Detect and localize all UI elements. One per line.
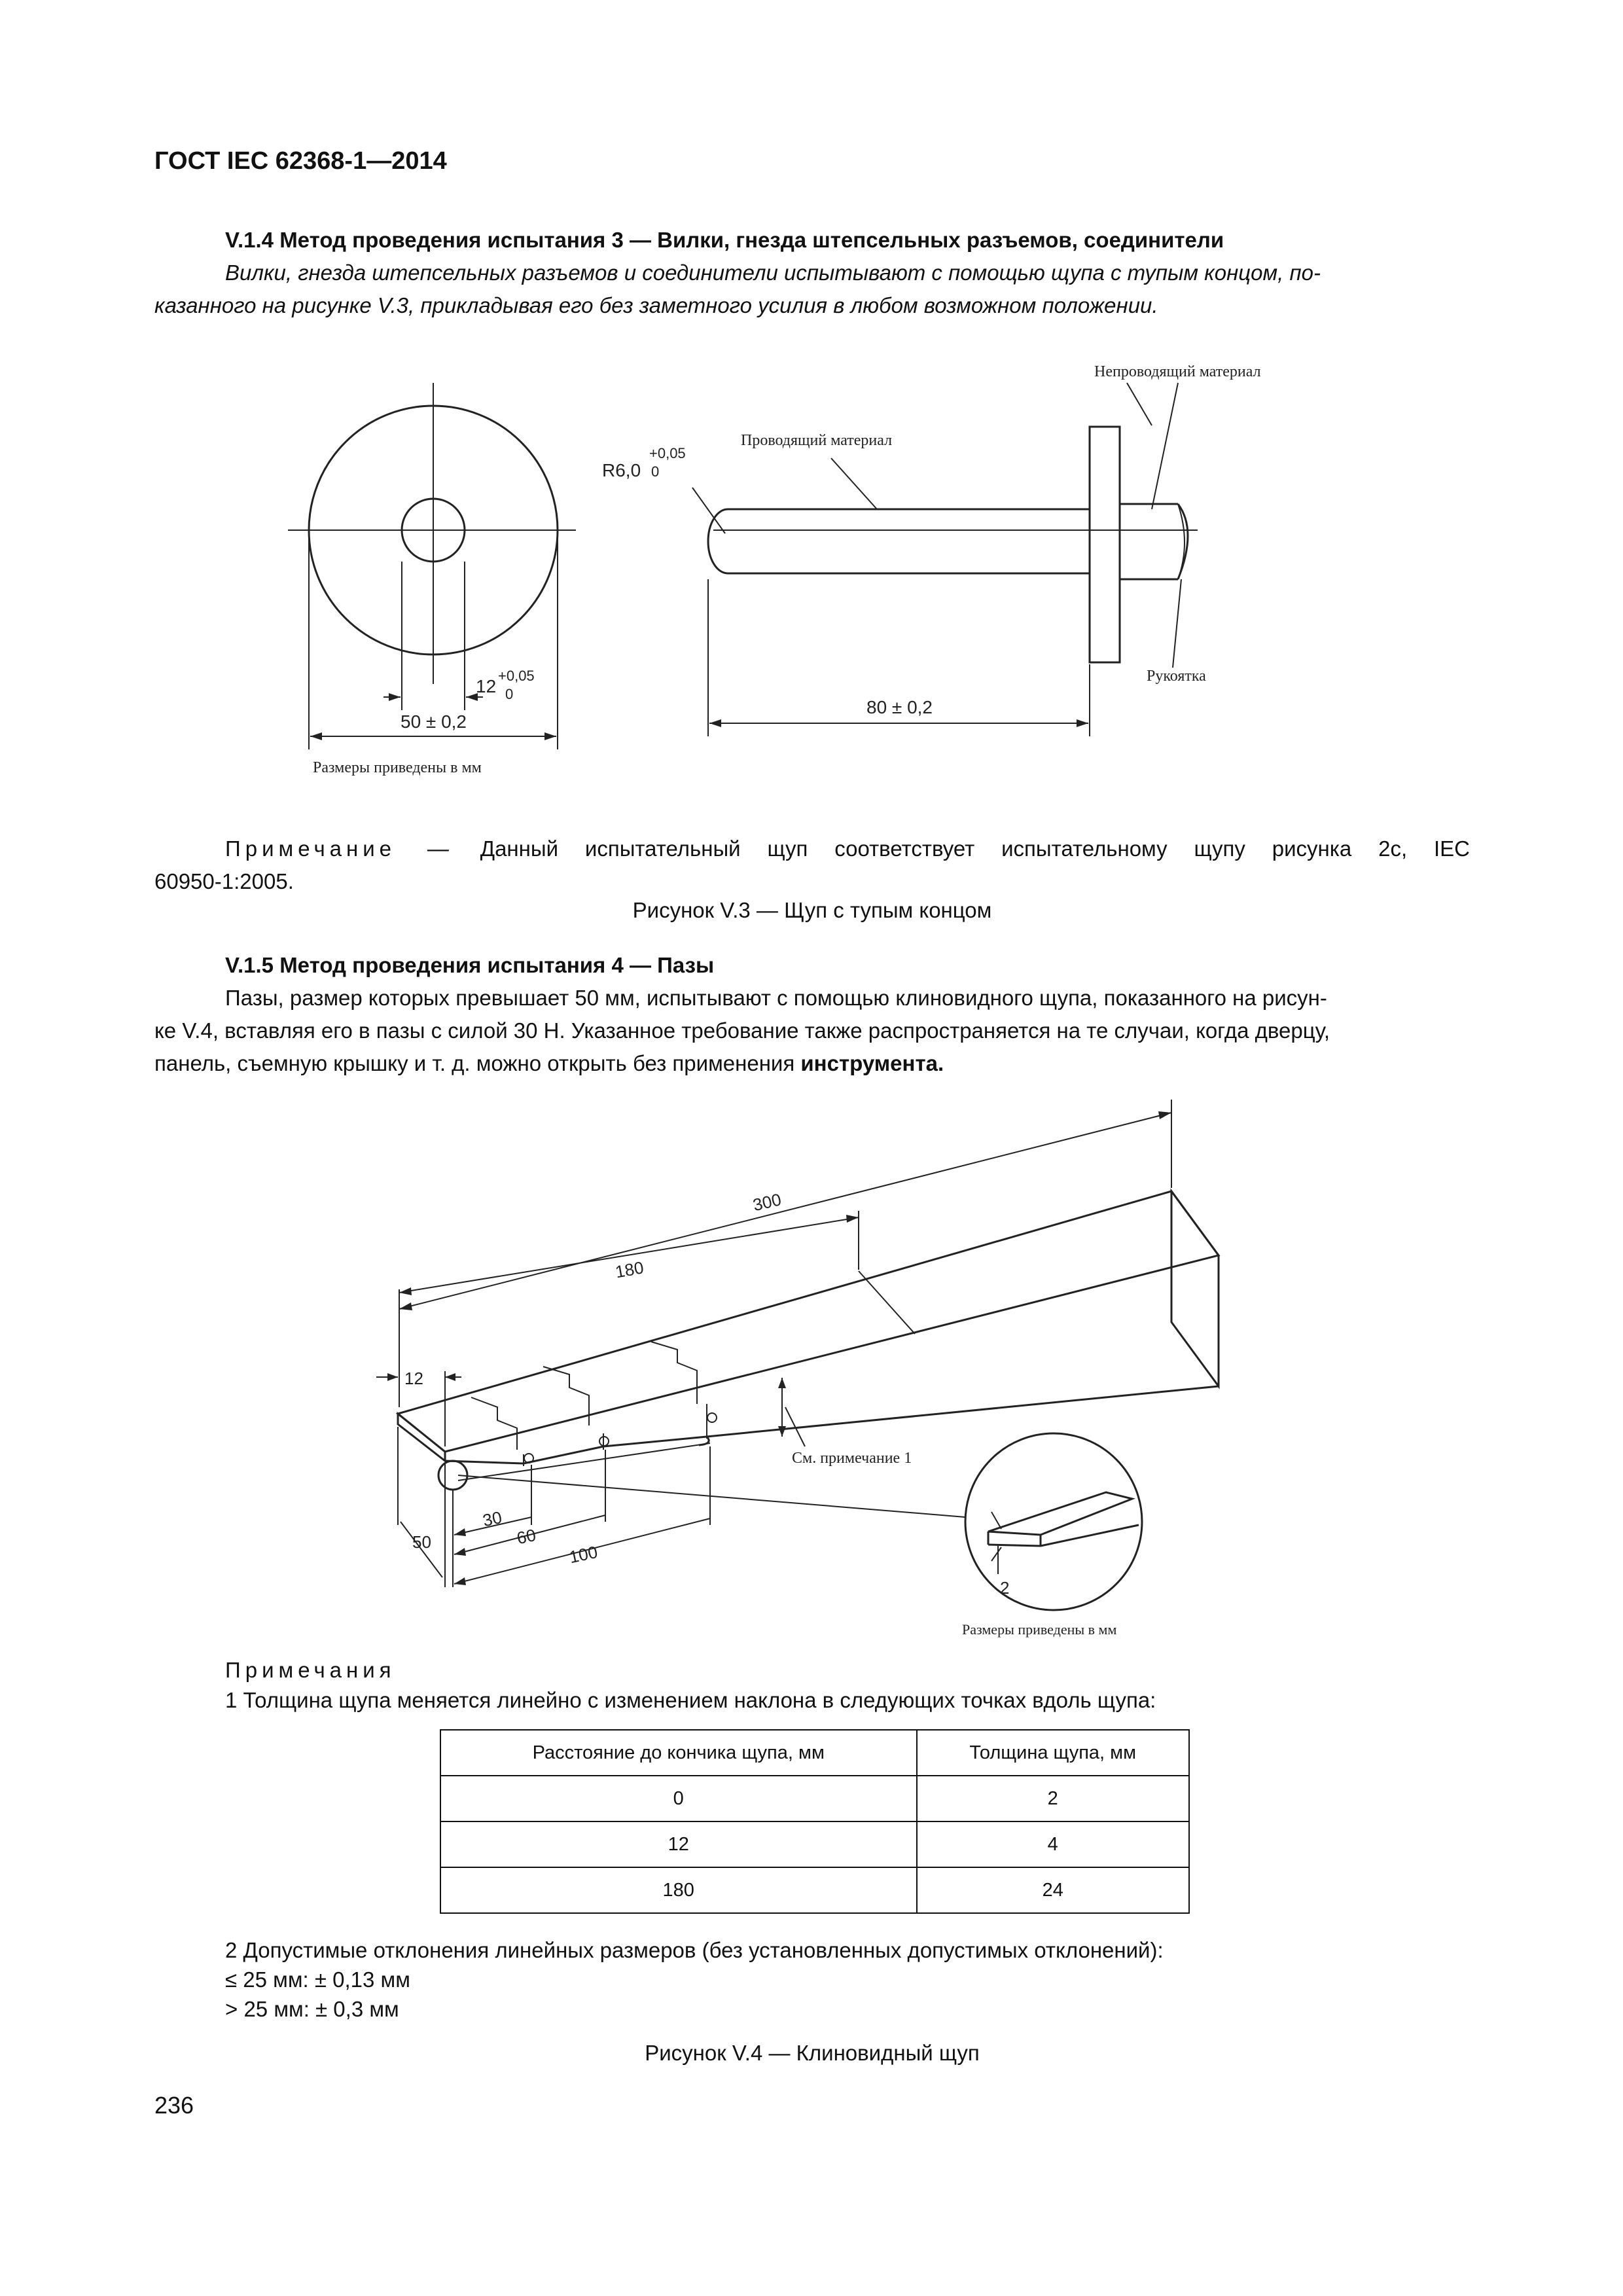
units-note-v4: Размеры приведены в мм — [962, 1621, 1117, 1638]
caption-v3: Рисунок V.3 — Щуп с тупым концом — [632, 898, 992, 922]
dim-50: 50 ± 0,2 — [401, 711, 467, 732]
section-text-v14-line2: казанного на рисунке V.3, прикладывая его без заметного усилия в любом возможном положении. — [154, 293, 1158, 317]
section-text-v15-line1: Пазы, размер которых превышает 50 мм, испытывают с помощью клиновидного щупа, показанного на рисун- — [225, 986, 1327, 1010]
table-row — [440, 1821, 1189, 1867]
table-row — [440, 1776, 1189, 1821]
dim-80: 80 ± 0,2 — [866, 697, 933, 717]
table-cell: 0 — [440, 1776, 917, 1821]
radius-tol-lower: 0 — [651, 463, 660, 480]
notes-heading: Примечания — [225, 1658, 396, 1682]
table-header-row — [440, 1730, 1189, 1776]
tolerance-le-25: ≤ 25 мм: ± 0,13 мм — [225, 1967, 410, 1992]
radius-tol-upper: +0,05 — [649, 445, 686, 461]
see-note-1: См. примечание 1 — [792, 1450, 912, 1467]
dim-30: 30 — [480, 1507, 504, 1531]
table-cell: 180 — [440, 1867, 917, 1913]
dim-60: 60 — [514, 1524, 538, 1549]
table-cell: 12 — [440, 1821, 917, 1867]
section-text-v15-line3: панель, съемную крышку и т. д. можно открыть без применения инструмента. — [154, 1051, 944, 1075]
note-v3-prefix: Примечание — — [225, 836, 454, 861]
dim-12-wedge: 12 — [404, 1369, 423, 1388]
table-cell: 2 — [917, 1776, 1190, 1821]
table-header-cell: Толщина щупа, мм — [917, 1730, 1190, 1776]
wedge-top-surface — [398, 1191, 1219, 1452]
label-conductive: Проводящий материал — [741, 432, 893, 449]
dim-100: 100 — [567, 1541, 599, 1568]
label-nonconductive: Непроводящий материал — [1094, 363, 1261, 380]
section-text-v14-line1: Вилки, гнезда штепсельных разъемов и соединители испытывают с помощью щупа с тупым концом, по- — [225, 260, 1321, 285]
table-row — [440, 1867, 1189, 1913]
section-title-v14: V.1.4 Метод проведения испытания 3 — Вилки, гнезда штепсельных разъемов, соединители — [225, 228, 1224, 252]
tolerance-gt-25: > 25 мм: ± 0,3 мм — [225, 1997, 399, 2021]
page-number: 236 — [154, 2092, 194, 2119]
label-handle: Рукоятка — [1147, 668, 1206, 685]
document-header: ГОСТ IEC 62368-1—2014 — [154, 147, 447, 175]
section-title-v15: V.1.5 Метод проведения испытания 4 — Пазы — [225, 953, 715, 977]
caption-v4: Рисунок V.4 — Клиновидный щуп — [645, 2041, 980, 2065]
note-2: 2 Допустимые отклонения линейных размеров (без установленных допустимых отклонений): — [225, 1938, 1164, 1962]
note-v3-line1: Примечание — Данный испытательный щуп соответствует испытательному щупу рисунка 2с, IEC — [225, 836, 1470, 861]
note-v3-line2: 60950-1:2005. — [154, 869, 294, 893]
units-note-v3: Размеры приведены в мм — [313, 759, 482, 776]
dim-2: 2 — [1000, 1578, 1010, 1598]
thickness-table — [440, 1729, 1190, 1914]
dim-50-wedge: 50 — [412, 1532, 431, 1552]
detail-magnifier — [965, 1433, 1142, 1610]
label-radius: R6,0 — [602, 460, 641, 480]
dim-12-front: 12 — [476, 676, 497, 696]
section-text-v15-line2: ке V.4, вставляя его в пазы с силой 30 Н. Указанное требование также распространяется на те случаи, когда дверцу, — [154, 1018, 1330, 1043]
table-cell: 4 — [917, 1821, 1190, 1867]
dim-180: 180 — [613, 1257, 645, 1282]
dim-300: 300 — [751, 1189, 783, 1215]
dim-12-tol-lower: 0 — [505, 686, 514, 702]
note-1: 1 Толщина щупа меняется линейно с изменением наклона в следующих точках вдоль щупа: — [225, 1688, 1156, 1712]
table-cell: 24 — [917, 1867, 1190, 1913]
table-header-cell: Расстояние до кончика щупа, мм — [440, 1730, 917, 1776]
dim-12-tol-upper: +0,05 — [498, 668, 535, 684]
